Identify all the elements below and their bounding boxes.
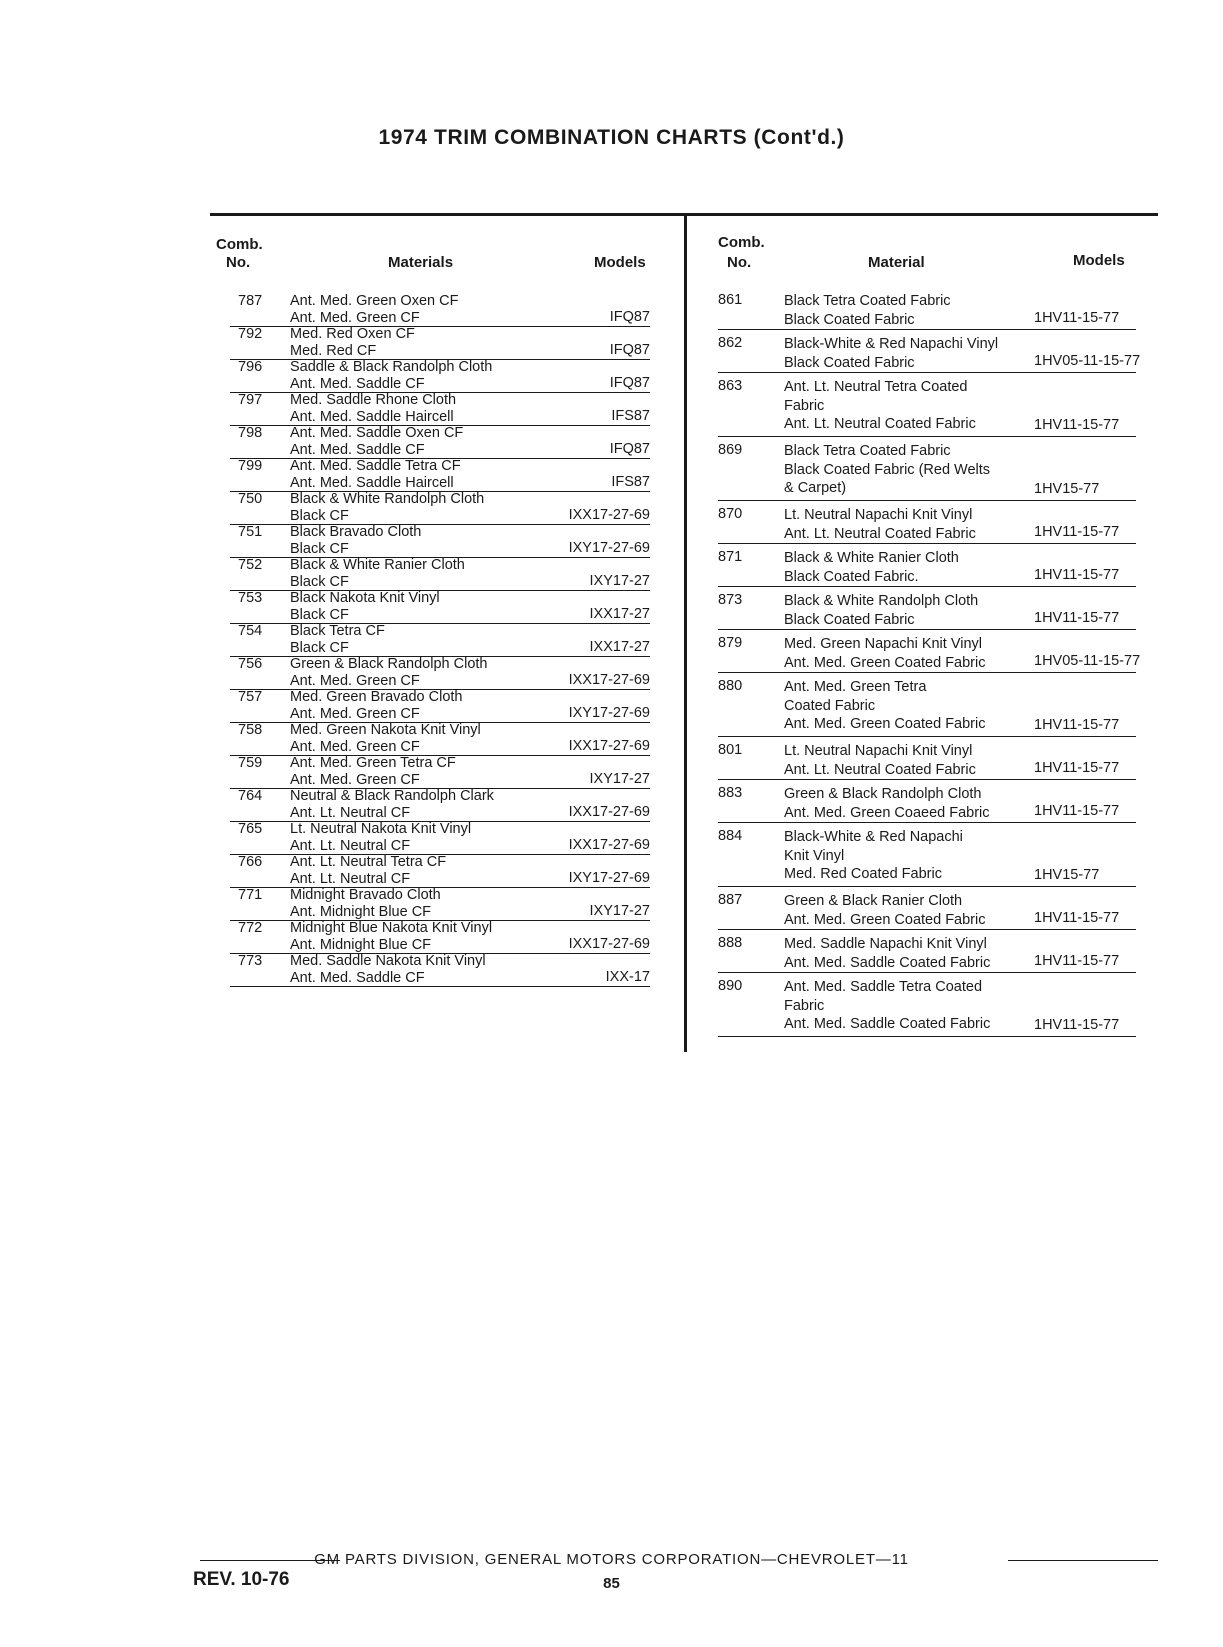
materials [290, 326, 558, 359]
right-header-models: Models [1073, 252, 1125, 269]
model-code: 1HV11-15-77 [1034, 567, 1120, 583]
comb-number: 758 [238, 722, 263, 738]
table-row [718, 742, 1136, 780]
comb-number: 759 [238, 755, 263, 771]
comb-number: 799 [238, 458, 263, 474]
comb-number: 756 [238, 656, 263, 672]
comb-number: 752 [238, 557, 263, 573]
comb-number: 879 [718, 635, 743, 651]
model-code: IXY17-27-69 [568, 540, 650, 556]
material-line: Med. Green Napachi Knit Vinyl [784, 636, 983, 652]
table-row [230, 392, 650, 426]
material-line: Ant. Med. Green Coated Fabric [784, 911, 986, 928]
material-line: Black & White Ranier Cloth [784, 550, 959, 566]
table-row [718, 785, 1136, 823]
material-line: Ant. Med. Saddle Oxen CF [290, 425, 464, 441]
material-line: Green & Black Randolph Cloth [290, 656, 488, 672]
materials [784, 378, 1030, 434]
material-line: Ant. Med. Green Tetra [784, 679, 927, 695]
table-row [718, 635, 1141, 673]
material-line: Ant. Med. Saddle CF [290, 441, 425, 458]
table-row [230, 623, 650, 657]
table-row [230, 722, 650, 756]
material-line: Black Coated Fabric (Red Welts [784, 461, 991, 478]
material-line: Ant. Lt. Neutral CF [290, 870, 411, 887]
material-line: Lt. Neutral Nakota Knit Vinyl [290, 821, 472, 837]
material-line: Fabric [784, 997, 825, 1014]
material-line: & Carpet) [784, 480, 847, 496]
material-line: Black Coated Fabric [784, 354, 915, 371]
material-line: Ant. Med. Green CF [290, 309, 420, 326]
table-row [718, 335, 1141, 373]
material-line: Fabric [784, 397, 825, 414]
materials [784, 592, 1030, 629]
materials [784, 442, 1030, 498]
materials [784, 785, 1030, 822]
material-line: Ant. Med. Saddle Tetra CF [290, 458, 461, 474]
material-line: Black Coated Fabric [784, 611, 915, 628]
material-line: Green & Black Ranier Cloth [784, 893, 963, 909]
materials [784, 292, 1030, 329]
comb-number: 801 [718, 742, 743, 758]
left-header-materials: Materials [388, 254, 454, 271]
materials [784, 635, 1030, 672]
material-line: Black CF [290, 606, 349, 623]
model-code: IXX17-27 [589, 606, 650, 622]
material-line: Ant. Med. Green CF [290, 672, 420, 689]
revision-label: REV. 10-76 [193, 1569, 290, 1590]
material-line: Black Tetra Coated Fabric [784, 293, 951, 309]
model-code: 1HV11-15-77 [1034, 760, 1120, 776]
material-line: Black Tetra Coated Fabric [784, 443, 951, 459]
material-line: Ant. Med. Saddle Haircell [290, 474, 454, 491]
model-code: IXX17-27-69 [568, 672, 650, 688]
material-line: Ant. Lt. Neutral Coated Fabric [784, 416, 976, 432]
model-code: IFQ87 [609, 309, 650, 325]
table-row [230, 854, 650, 888]
model-code: IXX17-27-69 [568, 738, 650, 754]
material-line: Ant. Lt. Neutral Tetra Coated [784, 379, 968, 395]
material-line: Ant. Med. Green Oxen CF [290, 293, 459, 309]
material-line: Black Bravado Cloth [290, 524, 422, 540]
model-code: IXX17-27 [589, 639, 650, 655]
materials [290, 359, 558, 392]
comb-number: 862 [718, 335, 743, 351]
model-code: IFQ87 [609, 342, 650, 358]
material-line: Green & Black Randolph Cloth [784, 786, 982, 802]
materials [784, 678, 1030, 734]
left-header-comb: Comb. [216, 236, 263, 253]
model-code: 1HV11-15-77 [1034, 910, 1120, 926]
comb-number: 887 [718, 892, 743, 908]
material-line: Ant. Med. Green Coaeed Fabric [784, 804, 990, 821]
table-row [230, 788, 650, 822]
comb-number: 869 [718, 442, 743, 458]
model-code: IXX-17 [605, 969, 650, 985]
materials [290, 788, 558, 821]
right-header-material: Material [868, 254, 925, 271]
model-code: IXY17-27-69 [568, 870, 650, 886]
model-code: 1HV15-77 [1034, 867, 1100, 883]
model-code: IXY17-27-69 [568, 705, 650, 721]
material-line: Midnight Blue Nakota Knit Vinyl [290, 920, 493, 936]
materials [290, 425, 558, 458]
material-line: Med. Green Bravado Cloth [290, 689, 463, 705]
material-line: Neutral & Black Randolph Clark [290, 788, 494, 804]
table-row [230, 458, 650, 492]
comb-number: 890 [718, 978, 743, 994]
comb-number: 792 [238, 326, 263, 342]
comb-number: 771 [238, 887, 263, 903]
model-code: IXY17-27 [589, 573, 650, 589]
table-row [230, 557, 650, 591]
material-line: Ant. Lt. Neutral Tetra CF [290, 854, 447, 870]
material-line: Ant. Lt. Neutral Coated Fabric [784, 761, 976, 778]
table-row [230, 359, 650, 393]
material-line: Black-White & Red Napachi Vinyl [784, 336, 999, 352]
materials [784, 742, 1030, 779]
right-header-no: No. [727, 254, 752, 271]
materials [290, 458, 558, 491]
materials [784, 335, 1030, 372]
material-line: Lt. Neutral Napachi Knit Vinyl [784, 507, 973, 523]
material-line: Black & White Randolph Cloth [290, 491, 485, 507]
table-row [230, 656, 650, 690]
model-code: IFS87 [611, 474, 650, 490]
table-row [230, 920, 650, 954]
material-line: Black CF [290, 573, 349, 590]
model-code: 1HV11-15-77 [1034, 717, 1120, 733]
material-line: Med. Saddle Napachi Knit Vinyl [784, 936, 987, 952]
comb-number: 888 [718, 935, 743, 951]
table-row [230, 821, 650, 855]
table-row [718, 592, 1136, 630]
table-row [718, 442, 1136, 501]
materials [290, 656, 558, 689]
material-line: Ant. Med. Saddle CF [290, 375, 425, 392]
model-code: IFS87 [611, 408, 650, 424]
material-line: Ant. Med. Saddle Coated Fabric [784, 1016, 991, 1032]
model-code: 1HV11-15-77 [1034, 803, 1120, 819]
comb-number: 884 [718, 828, 743, 844]
materials [290, 821, 558, 854]
right-header-comb: Comb. [718, 234, 765, 251]
material-line: Med. Saddle Nakota Knit Vinyl [290, 953, 486, 969]
material-line: Med. Red Oxen CF [290, 326, 415, 342]
material-line: Black CF [290, 507, 349, 524]
comb-number: 753 [238, 590, 263, 606]
material-line: Lt. Neutral Napachi Knit Vinyl [784, 743, 973, 759]
model-code: 1HV05-11-15-77 [1034, 653, 1141, 669]
comb-number: 861 [718, 292, 743, 308]
model-code: IXY17-27 [589, 771, 650, 787]
table-row [718, 549, 1136, 587]
comb-number: 797 [238, 392, 263, 408]
material-line: Ant. Midnight Blue CF [290, 936, 432, 953]
material-line: Ant. Med. Green Tetra CF [290, 755, 456, 771]
page-number: 85 [603, 1575, 620, 1592]
materials [784, 892, 1030, 929]
material-line: Ant. Lt. Neutral CF [290, 804, 411, 821]
materials [784, 935, 1030, 972]
comb-number: 880 [718, 678, 743, 694]
left-header-models: Models [594, 254, 646, 271]
materials [784, 549, 1030, 586]
comb-number: 863 [718, 378, 743, 394]
model-code: 1HV11-15-77 [1034, 310, 1120, 326]
material-line: Med. Saddle Rhone Cloth [290, 392, 457, 408]
materials [784, 828, 1030, 884]
material-line: Midnight Bravado Cloth [290, 887, 441, 903]
materials [290, 887, 558, 920]
table-row [718, 935, 1136, 973]
material-line: Saddle & Black Randolph Cloth [290, 359, 493, 375]
model-code: IXX17-27-69 [568, 507, 650, 523]
materials [784, 978, 1030, 1034]
material-line: Ant. Lt. Neutral Coated Fabric [784, 525, 976, 542]
materials [290, 689, 558, 722]
materials [290, 953, 558, 986]
comb-number: 772 [238, 920, 263, 936]
model-code: 1HV11-15-77 [1034, 1017, 1120, 1033]
page-title: 1974 TRIM COMBINATION CHARTS (Cont'd.) [378, 126, 845, 149]
material-line: Black Tetra CF [290, 623, 385, 639]
material-line: Ant. Med. Green CF [290, 738, 420, 755]
comb-number: 870 [718, 506, 743, 522]
model-code: 1HV15-77 [1034, 481, 1100, 497]
table-row [718, 506, 1136, 544]
table-row [230, 887, 650, 921]
table-row [718, 892, 1136, 930]
table-row [718, 678, 1136, 737]
table-row [718, 978, 1136, 1037]
materials [784, 506, 1030, 543]
materials [290, 524, 558, 557]
materials [290, 722, 558, 755]
model-code: IXX17-27-69 [568, 936, 650, 952]
material-line: Black & White Ranier Cloth [290, 557, 465, 573]
comb-number: 798 [238, 425, 263, 441]
material-line: Black-White & Red Napachi [784, 829, 963, 845]
table-row [230, 491, 650, 525]
material-line: Knit Vinyl [784, 847, 845, 864]
material-line: Black Coated Fabric. [784, 568, 919, 585]
table-row [718, 378, 1136, 437]
footer-division: GM PARTS DIVISION, GENERAL MOTORS CORPORATION—CHEVROLET—11 [314, 1551, 909, 1568]
comb-number: 766 [238, 854, 263, 870]
materials [290, 755, 558, 788]
material-line: Ant. Lt. Neutral CF [290, 837, 411, 854]
comb-number: 751 [238, 524, 263, 540]
material-line: Black Coated Fabric [784, 311, 915, 328]
model-code: 1HV11-15-77 [1034, 524, 1120, 540]
materials [290, 557, 558, 590]
model-code: 1HV11-15-77 [1034, 610, 1120, 626]
material-line: Ant. Med. Saddle Coated Fabric [784, 954, 991, 971]
material-line: Ant. Med. Saddle Haircell [290, 408, 454, 425]
table-row [230, 425, 650, 459]
material-line: Med. Red Coated Fabric [784, 866, 942, 882]
materials [290, 392, 558, 425]
materials [290, 491, 558, 524]
model-code: 1HV11-15-77 [1034, 417, 1120, 433]
material-line: Black Nakota Knit Vinyl [290, 590, 440, 606]
model-code: 1HV11-15-77 [1034, 953, 1120, 969]
material-line: Coated Fabric [784, 697, 876, 714]
material-line: Ant. Med. Green Coated Fabric [784, 716, 986, 732]
table-row [718, 828, 1136, 887]
material-line: Ant. Med. Saddle CF [290, 969, 425, 986]
comb-number: 764 [238, 788, 263, 804]
material-line: Black CF [290, 639, 349, 656]
material-line: Med. Green Nakota Knit Vinyl [290, 722, 481, 738]
model-code: IXY17-27 [589, 903, 650, 919]
table-row [230, 689, 650, 723]
table-row [230, 293, 650, 327]
comb-number: 757 [238, 689, 263, 705]
comb-number: 796 [238, 359, 263, 375]
materials [290, 920, 558, 953]
comb-number: 787 [238, 293, 263, 309]
material-line: Ant. Midnight Blue CF [290, 903, 432, 920]
material-line: Ant. Med. Green CF [290, 771, 420, 788]
comb-number: 765 [238, 821, 263, 837]
table-row [230, 326, 650, 360]
materials [290, 623, 558, 656]
comb-number: 750 [238, 491, 263, 507]
table-row [230, 590, 650, 624]
materials [290, 293, 558, 326]
material-line: Ant. Med. Green CF [290, 705, 420, 722]
comb-number: 873 [718, 592, 743, 608]
table-row [230, 953, 650, 987]
comb-number: 754 [238, 623, 263, 639]
comb-number: 871 [718, 549, 743, 565]
materials [290, 590, 558, 623]
materials [290, 854, 558, 887]
table-row [230, 755, 650, 789]
left-header-no: No. [226, 254, 251, 271]
material-line: Ant. Med. Saddle Tetra Coated [784, 979, 983, 995]
model-code: IFQ87 [609, 375, 650, 391]
model-code: IXX17-27-69 [568, 804, 650, 820]
model-code: 1HV05-11-15-77 [1034, 353, 1141, 369]
comb-number: 773 [238, 953, 263, 969]
column-divider [684, 214, 687, 1052]
table-row [718, 292, 1136, 330]
table-row [230, 524, 650, 558]
material-line: Black CF [290, 540, 349, 557]
comb-number: 883 [718, 785, 743, 801]
model-code: IXX17-27-69 [568, 837, 650, 853]
material-line: Black & White Randolph Cloth [784, 593, 979, 609]
model-code: IFQ87 [609, 441, 650, 457]
material-line: Med. Red CF [290, 342, 377, 359]
material-line: Ant. Med. Green Coated Fabric [784, 654, 986, 671]
